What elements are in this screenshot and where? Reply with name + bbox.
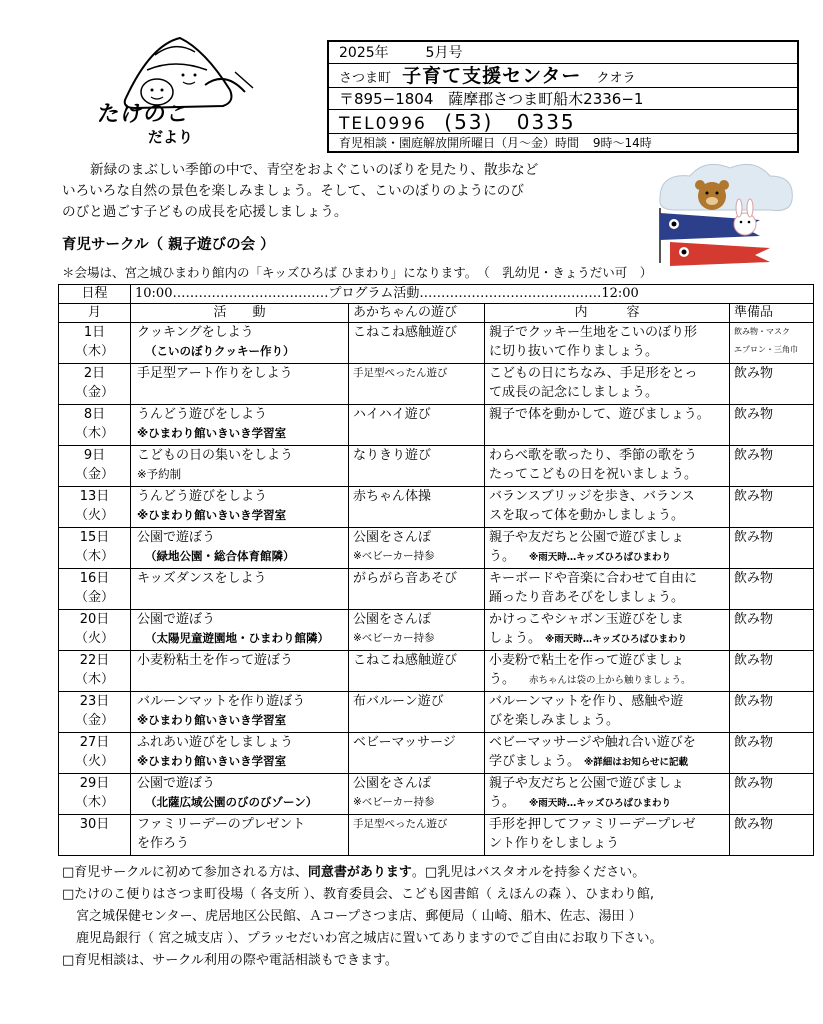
activity: 公園で遊ぼう <box>137 530 216 545</box>
items-cell <box>730 446 814 487</box>
baby-cell <box>349 446 485 487</box>
col-month: 月 <box>59 304 131 323</box>
items-cell <box>730 364 814 405</box>
activity: うんどう遊びをしよう <box>137 407 268 422</box>
schedule-row <box>59 733 814 774</box>
activity-note: （こいのぼりクッキー作り） <box>145 344 295 358</box>
items-cell <box>730 569 814 610</box>
activity: キッズダンスをしよう <box>137 571 267 586</box>
item: 飲み物 <box>734 694 774 709</box>
items-cell <box>730 651 814 692</box>
content-line: スを取って体を動かしましょう。 <box>489 508 685 523</box>
activity-cell <box>131 733 349 774</box>
issue-row <box>329 42 797 64</box>
logo-subtitle: だより <box>148 128 194 146</box>
baby-cell <box>349 569 485 610</box>
col-items: 準備品 <box>730 304 814 323</box>
content-line: びを楽しみましょう。 <box>489 713 620 728</box>
day: 16日 <box>79 571 110 586</box>
tel-label: TEL0996 <box>339 114 427 134</box>
activity-cell <box>131 815 349 856</box>
weekday: （火） <box>74 754 114 769</box>
day-cell <box>59 610 131 651</box>
content-line: う。 <box>489 549 516 564</box>
baby-cell <box>349 323 485 364</box>
content-cell <box>485 774 730 815</box>
weekday: （火） <box>74 508 114 523</box>
content-cell <box>485 610 730 651</box>
item: 飲み物 <box>734 530 774 545</box>
issue-year: 2025年 <box>339 45 389 61</box>
items-cell <box>730 610 814 651</box>
schedule-row <box>59 446 814 487</box>
day: 2日 <box>83 366 106 381</box>
weekday: （金） <box>74 590 114 605</box>
content-line: 親子で体を動かして、遊びましょう。 <box>489 407 710 422</box>
consent-form-note: 同意書があります <box>307 865 412 880</box>
content-line: 親子でクッキー生地をこいのぼり形 <box>489 325 698 340</box>
day: 13日 <box>79 489 110 504</box>
activity: ファミリーデーのプレゼント <box>137 817 306 832</box>
day: 8日 <box>83 407 106 422</box>
content-line: たってこどもの日を祝いましょう。 <box>489 467 698 482</box>
activity-cell <box>131 774 349 815</box>
section-title: 育児サークル（ 親子遊びの会 ） <box>62 237 275 253</box>
baby-note: ※ベビーカー持参 <box>353 796 435 808</box>
baby-cell <box>349 651 485 692</box>
content-cell <box>485 446 730 487</box>
hours-label: 育児相談・園庭解放開所曜日（月〜金）時間 <box>339 136 580 150</box>
schedule-row <box>59 487 814 528</box>
content-line: 学びましょう。 <box>489 754 581 769</box>
baby-cell <box>349 528 485 569</box>
schedule-row <box>59 364 814 405</box>
items-cell <box>730 733 814 774</box>
address-row <box>329 88 797 110</box>
content-line: こどもの日にちなみ、手足形をとっ <box>489 366 698 381</box>
footer-text: □育児サークルに初めて参加される方は、 <box>62 865 308 880</box>
center-name: 子育て支援センター <box>402 65 582 87</box>
day-cell <box>59 528 131 569</box>
activity: 公園で遊ぼう <box>137 776 216 791</box>
program-time: 10:00………………………………プログラム活動……………………………………12:00 <box>131 285 814 304</box>
baby-play: こねこね感触遊び <box>353 653 458 668</box>
activity: 小麦粉粘土を作って遊ぼう <box>137 653 294 668</box>
content-note: 赤ちゃんは袋の上から触りましょう。 <box>529 675 691 686</box>
activity: ふれあい遊びをしましょう <box>137 735 294 750</box>
item: 飲み物 <box>734 571 774 586</box>
content-cell <box>485 364 730 405</box>
activity: バルーンマットを作り遊ぼう <box>137 694 306 709</box>
content-line: う。 <box>489 672 516 687</box>
items-cell <box>730 405 814 446</box>
footer-text: 。□乳児はバスタオルを持参ください。 <box>411 865 646 880</box>
day: 23日 <box>79 694 110 709</box>
address: 薩摩郡さつま町船木2336−1 <box>448 90 644 108</box>
item: 飲み物 <box>734 407 774 422</box>
baby-play: ハイハイ遊び <box>353 407 431 422</box>
day-cell <box>59 323 131 364</box>
tel-area: (53) <box>444 110 494 134</box>
day-cell <box>59 651 131 692</box>
content-cell <box>485 405 730 446</box>
item: 飲み物 <box>734 612 774 627</box>
day-cell <box>59 815 131 856</box>
baby-play: 公園をさんぽ <box>353 776 432 791</box>
baby-play: 布バルーン遊び <box>353 694 444 709</box>
activity-cell <box>131 446 349 487</box>
schedule-row <box>59 815 814 856</box>
day-cell <box>59 405 131 446</box>
item: 飲み物 <box>734 776 774 791</box>
col-baby: あかちゃんの遊び <box>349 304 485 323</box>
activity-cell <box>131 651 349 692</box>
issue-month: 5月号 <box>425 45 463 61</box>
content-note: ※雨天時…キッズひろばひまわり <box>545 634 688 645</box>
column-header-row <box>59 304 814 323</box>
hours-value: 9時〜14時 <box>592 136 652 150</box>
content-line: 親子や友だちと公園で遊びましょ <box>489 530 685 545</box>
content-line: ベビーマッサージや触れ合い遊びを <box>489 735 696 750</box>
footer-line: 鹿児島銀行（ 宮之城支店 ）、プラッセだいわ宮之城店に置いてありますのでご自由にお取り下さい。 <box>76 931 663 946</box>
content-line: わらべ歌を歌ったり、季節の歌をう <box>489 448 698 463</box>
baby-cell <box>349 815 485 856</box>
item: エプロン・三角巾 <box>734 345 798 354</box>
col-activity: 活 動 <box>131 304 349 323</box>
weekday: （火） <box>74 631 114 646</box>
content-cell <box>485 323 730 364</box>
baby-play: なりきり遊び <box>353 448 432 463</box>
activity-cell <box>131 364 349 405</box>
baby-play: ベビーマッサージ <box>353 735 456 750</box>
activity: うんどう遊びをしよう <box>137 489 268 504</box>
content-note: ※雨天時…キッズひろばひまわり <box>529 552 672 563</box>
baby-cell <box>349 487 485 528</box>
day-cell <box>59 774 131 815</box>
weekday: （金） <box>74 467 114 482</box>
weekday: （木） <box>74 549 114 564</box>
content-note: ※詳細はお知らせに記載 <box>584 757 688 768</box>
content-cell <box>485 692 730 733</box>
items-cell <box>730 323 814 364</box>
baby-play: 公園をさんぽ <box>353 530 432 545</box>
day: 20日 <box>79 612 110 627</box>
content-cell <box>485 733 730 774</box>
items-cell <box>730 774 814 815</box>
footer-line: 宮之城保健センター、虎居地区公民館、Ａコープさつま店、郵便局（ 山崎、船木、佐志、湯田 ） <box>76 909 642 924</box>
content-cell <box>485 651 730 692</box>
activity-note: ※ひまわり館いきいき学習室 <box>137 713 287 727</box>
day-cell <box>59 487 131 528</box>
activity-cell <box>131 487 349 528</box>
logo-title: たけのこ <box>95 101 192 127</box>
item: 飲み物 <box>734 366 774 381</box>
activity-note: を作ろう <box>137 836 190 851</box>
day-cell <box>59 569 131 610</box>
weekday: （木） <box>74 426 114 441</box>
activity: こどもの日の集いをしよう <box>137 448 294 463</box>
baby-cell <box>349 405 485 446</box>
activity: 手足型アート作りをしよう <box>137 366 293 381</box>
baby-note: ※ベビーカー持参 <box>353 550 435 562</box>
items-cell <box>730 815 814 856</box>
activity-cell <box>131 528 349 569</box>
day: 22日 <box>79 653 110 668</box>
intro-line: いろいろな自然の景色を楽しみましょう。そして、こいのぼりのようにのび <box>62 183 524 199</box>
content-line: に切り抜いて作りましょう。 <box>489 344 659 359</box>
intro-text <box>62 160 632 223</box>
day: 15日 <box>79 530 110 545</box>
weekday: （木） <box>74 672 114 687</box>
baby-play: 公園をさんぽ <box>353 612 432 627</box>
activity-cell <box>131 405 349 446</box>
koinobori-bear-illustration-icon <box>650 158 800 268</box>
baby-play: がらがら音あそび <box>353 571 458 586</box>
content-line: かけっこやシャボン玉遊びをしま <box>489 612 684 627</box>
item: 飲み物 <box>734 489 774 504</box>
content-cell <box>485 528 730 569</box>
day: 1日 <box>83 325 106 340</box>
content-line: キーボードや音楽に合わせて自由に <box>489 571 698 586</box>
content-cell <box>485 569 730 610</box>
content-cell <box>485 815 730 856</box>
day-cell <box>59 733 131 774</box>
content-line: バルーンマットを作り、感触や遊 <box>489 694 684 709</box>
baby-cell <box>349 610 485 651</box>
schedule-table <box>58 284 814 856</box>
day: 9日 <box>83 448 106 463</box>
item: 飲み物 <box>734 653 774 668</box>
schedule-row <box>59 774 814 815</box>
content-line: 小麦粉で粘土を作って遊びましょ <box>489 653 685 668</box>
activity-cell <box>131 610 349 651</box>
schedule-row <box>59 405 814 446</box>
schedule-row <box>59 528 814 569</box>
center-row <box>329 64 797 88</box>
weekday: （木） <box>74 344 114 359</box>
baby-cell <box>349 692 485 733</box>
weekday: （木） <box>74 795 114 810</box>
content-line: しょう。 <box>489 631 542 646</box>
activity-cell <box>131 323 349 364</box>
item: 飲み物 <box>734 735 774 750</box>
baby-cell <box>349 774 485 815</box>
baby-cell <box>349 733 485 774</box>
schedule-row <box>59 610 814 651</box>
baby-play: こねこね感触遊び <box>353 325 458 340</box>
activity-note: ※ひまわり館いきいき学習室 <box>137 508 287 522</box>
schedule-row <box>59 569 814 610</box>
content-line: バランスブリッジを歩き、バランス <box>489 489 695 504</box>
content-line: 手形を押してファミリーデープレゼ <box>489 817 696 832</box>
activity-note: （緑地公園・総合体育館隣） <box>145 549 295 563</box>
schedule-row <box>59 692 814 733</box>
content-line: て成長の記念にしましょう。 <box>489 385 659 400</box>
schedule-row <box>59 323 814 364</box>
item: 飲み物 <box>734 448 774 463</box>
footer-line: □育児相談は、サークル利用の際や電話相談もできます。 <box>62 953 398 968</box>
footer-line: □たけのこ便りはさつま町役場（ 各支所 ）、教育委員会、こども図書館（ えほんの森 ）、ひまわり館, <box>62 887 654 902</box>
col-content: 内 容 <box>485 304 730 323</box>
items-cell <box>730 487 814 528</box>
baby-note: ※ベビーカー持参 <box>353 632 435 644</box>
schedule-label: 日程 <box>59 285 131 304</box>
baby-play: 手足型ぺったん遊び <box>353 367 448 379</box>
hours-row <box>329 134 797 152</box>
baby-play: 手足型ぺったん遊び <box>353 818 448 830</box>
item: 飲み物 <box>734 817 774 832</box>
activity-note: （太陽児童遊園地・ひまわり館隣） <box>145 631 329 645</box>
tel-row <box>329 110 797 134</box>
footer-line <box>62 862 822 884</box>
items-cell <box>730 528 814 569</box>
day-cell <box>59 364 131 405</box>
day: 27日 <box>79 735 110 750</box>
schedule-row <box>59 651 814 692</box>
header-box <box>327 40 799 153</box>
activity-cell <box>131 692 349 733</box>
activity: 公園で遊ぼう <box>137 612 216 627</box>
content-line: ント作りをしましょう <box>489 836 620 851</box>
activity-cell <box>131 569 349 610</box>
venue-note: ＊会場は、宮之城ひまわり館内の「キッズひろば ひまわり」になります。 （ 乳幼児・きょうだい可 ） <box>62 265 653 280</box>
baby-cell <box>349 364 485 405</box>
program-row <box>59 285 814 304</box>
intro-line: 新緑のまぶしい季節の中で、青空をおよぐこいのぼりを見たり、散歩など <box>90 162 539 178</box>
weekday: （金） <box>74 385 114 400</box>
day-cell <box>59 446 131 487</box>
activity-note: （北薩広域公園のびのびゾーン） <box>145 795 318 809</box>
tel-number: 0335 <box>516 110 576 134</box>
footer-notes <box>62 862 822 972</box>
content-line: 踊ったり音あそびをしましょう。 <box>489 590 685 605</box>
content-line: う。 <box>489 795 516 810</box>
baby-play: 赤ちゃん体操 <box>353 489 432 504</box>
content-cell <box>485 487 730 528</box>
day-cell <box>59 692 131 733</box>
content-line: 親子や友だちと公園で遊びましょ <box>489 776 685 791</box>
activity: クッキングをしよう <box>137 325 254 340</box>
content-note: ※雨天時…キッズひろばひまわり <box>529 798 672 809</box>
activity-note: ※ひまわり館いきいき学習室 <box>137 754 287 768</box>
day: 29日 <box>79 776 110 791</box>
weekday: （金） <box>74 713 114 728</box>
town-name: さつま町 <box>339 71 392 86</box>
center-nickname: クオラ <box>596 71 636 86</box>
items-cell <box>730 692 814 733</box>
activity-note: ※ひまわり館いきいき学習室 <box>137 426 287 440</box>
intro-line: のびと過ごす子どもの成長を応援しましょう。 <box>62 204 348 220</box>
postal-code: 〒895−1804 <box>339 90 434 108</box>
activity-note: ※予約制 <box>137 467 182 481</box>
item: 飲み物・マスク <box>734 327 790 336</box>
day: 30日 <box>79 817 110 832</box>
